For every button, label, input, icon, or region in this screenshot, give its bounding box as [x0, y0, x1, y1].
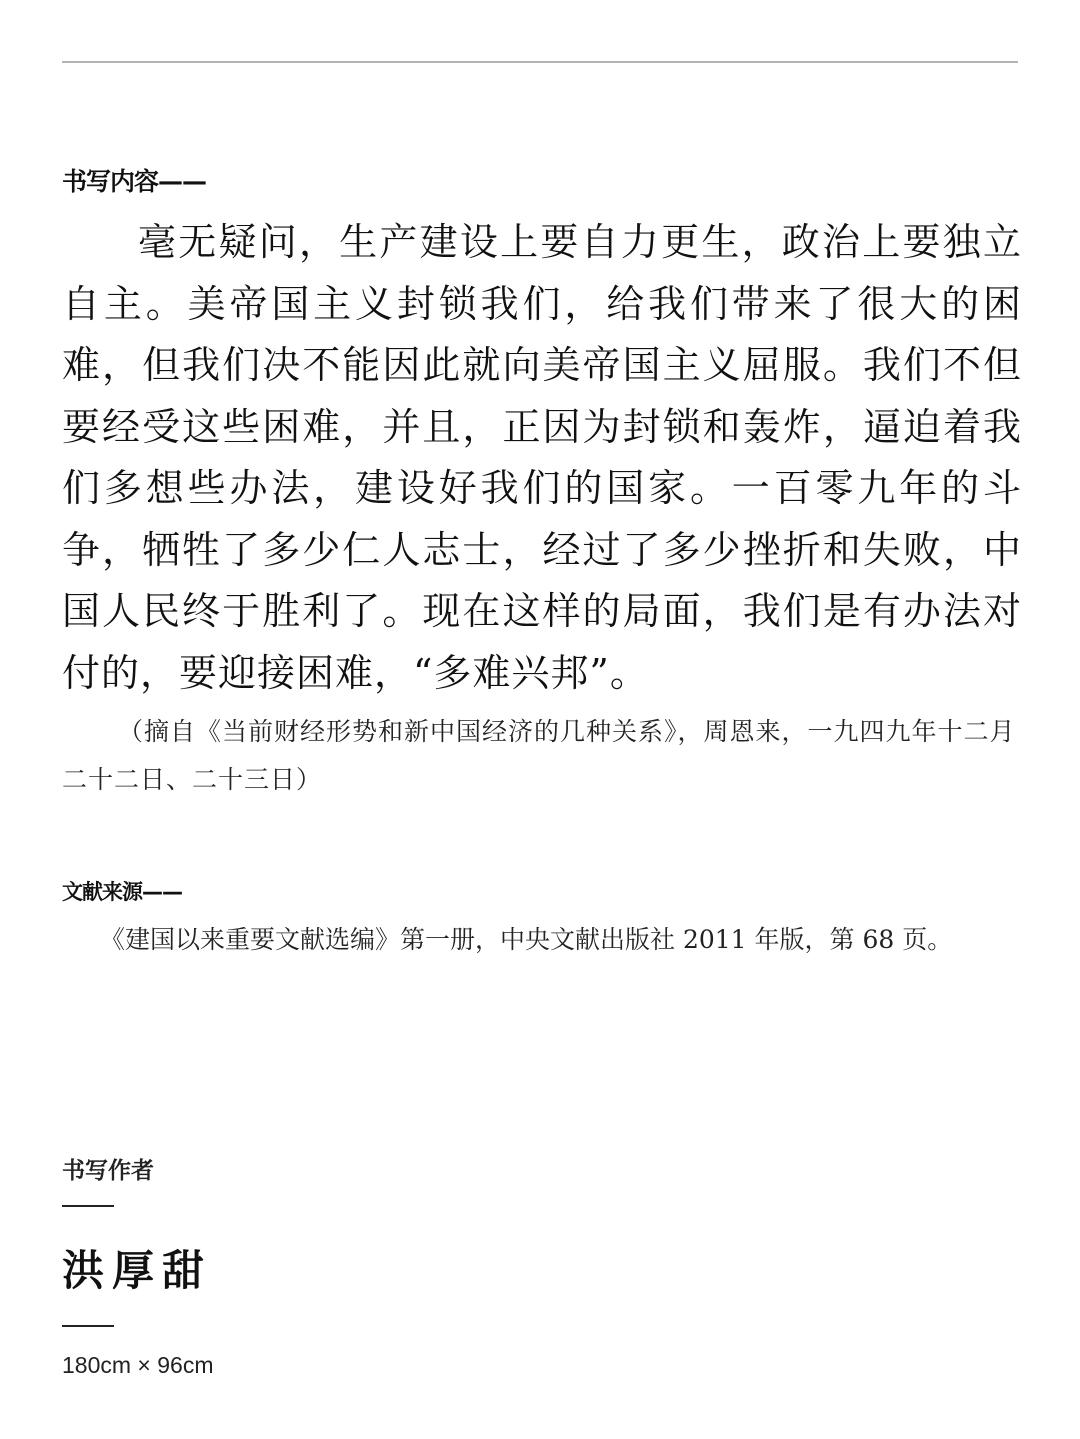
content-section-label: 书写内容——	[62, 167, 207, 196]
source-reference: 《建国以来重要文献选编》第一册，中央文献出版社 2011 年版，第 68 页。	[100, 925, 953, 954]
artwork-dimensions: 180cm × 96cm	[62, 1352, 214, 1378]
quoted-body-text: 毫无疑问，生产建设上要自力更生，政治上要独立自主。美帝国主义封锁我们，给我们带来了很大的困难，但我们决不能因此就向美帝国主义屈服。我们不但要经受这些困难，并且，正因为封锁和轰炸，逼迫着我们多想些办法，建设好我们的国家。一百零九年的斗争，牺牲了多少仁人志士，经过了多少挫折和失败，中国人民终于胜利了。现在这样的局面，我们是有办法对付的，要迎接困难，“多难兴邦”。	[62, 220, 1022, 695]
quote-citation: （摘自《当前财经形势和新中国经济的几种关系》，周恩来，一九四九年十二月二十二日、二十三日）	[62, 717, 1016, 794]
author-divider-bottom	[62, 1325, 114, 1327]
author-divider-top	[62, 1205, 114, 1207]
author-section-label: 书写作者	[62, 1158, 154, 1184]
top-divider	[62, 61, 1018, 63]
author-name: 洪厚甜	[62, 1246, 213, 1295]
source-section-label: 文献来源——	[62, 880, 182, 904]
